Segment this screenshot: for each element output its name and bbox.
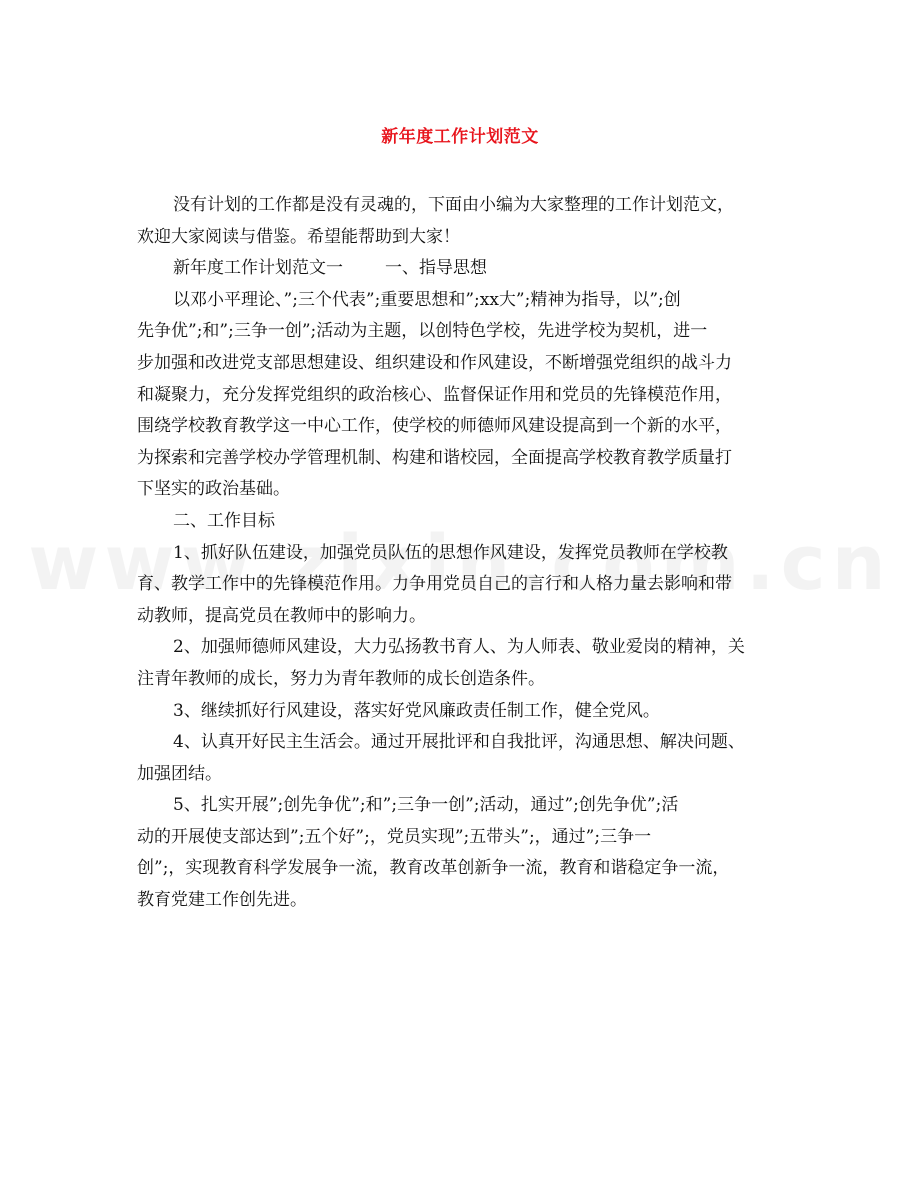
- section-heading: 一、指导思想: [385, 258, 487, 279]
- paragraph-line: 下坚实的政治基础。: [137, 479, 290, 500]
- document-body: [137, 190, 787, 917]
- paragraph-line: 动教师，提高党员在教师中的影响力。: [137, 605, 426, 626]
- paragraph-line: 5、扎实开展”;创先争优”;和”;三争一创”;活动，通过”;创先争优”;活: [173, 795, 679, 816]
- paragraph-line: 2、加强师德师风建设，大力弘扬教书育人、为人师表、敬业爱岗的精神，关: [173, 637, 745, 658]
- paragraph-line: 加强团结。: [137, 763, 222, 784]
- paragraph-line: 4、认真开好民主生活会。通过开展批评和自我批评，沟通思想、解决问题、: [173, 732, 745, 753]
- paragraph-line: 先争优”;和”;三争一创”;活动为主题，以创特色学校，先进学校为契机，进一: [137, 321, 708, 342]
- paragraph-line: 欢迎大家阅读与借鉴。希望能帮助到大家！: [137, 226, 460, 247]
- paragraph-line: 为探索和完善学校办学管理机制、构建和谐校园，全面提高学校教育教学质量打: [137, 447, 732, 468]
- paragraph-line: 教育党建工作创先进。: [137, 890, 307, 911]
- paragraph-line: 注青年教师的成长，努力为青年教师的成长创造条件。: [137, 668, 545, 689]
- paragraph-line: 以邓小平理论、”;三个代表”;重要思想和”;xx大”;精神为指导，以”;创: [173, 289, 681, 310]
- paragraph-line: 没有计划的工作都是没有灵魂的，下面由小编为大家整理的工作计划范文，: [173, 195, 734, 215]
- paragraph-line: 动的开展使支部达到”;五个好”;，党员实现”;五带头”;，通过”;三争一: [137, 826, 652, 847]
- section-heading-line: [137, 253, 787, 285]
- document-title: 新年度工作计划范文: [381, 127, 539, 147]
- paragraph-line: 育、教学工作中的先锋模范作用。力争用党员自己的言行和人格力量去影响和带: [137, 574, 732, 595]
- paragraph-line: 步加强和改进党支部思想建设、组织建设和作风建设，不断增强党组织的战斗力: [137, 352, 732, 373]
- paragraph-line: 围绕学校教育教学这一中心工作，使学校的师德师风建设提高到一个新的水平，: [137, 416, 732, 437]
- paragraph-line: 和凝聚力，充分发挥党组织的政治核心、监督保证作用和党员的先锋模范作用，: [137, 384, 732, 405]
- section-heading: 二、工作目标: [173, 510, 275, 531]
- paragraph-line: 3、继续抓好行风建设，落实好党风廉政责任制工作，健全党风。: [173, 700, 660, 721]
- section-subtitle: 新年度工作计划范文一: [173, 258, 343, 279]
- paragraph-line: 1、抓好队伍建设，加强党员队伍的思想作风建设，发挥党员教师在学校教: [173, 542, 728, 563]
- paragraph-line: 创”;，实现教育科学发展争一流，教育改革创新争一流，教育和谐稳定争一流，: [137, 858, 730, 879]
